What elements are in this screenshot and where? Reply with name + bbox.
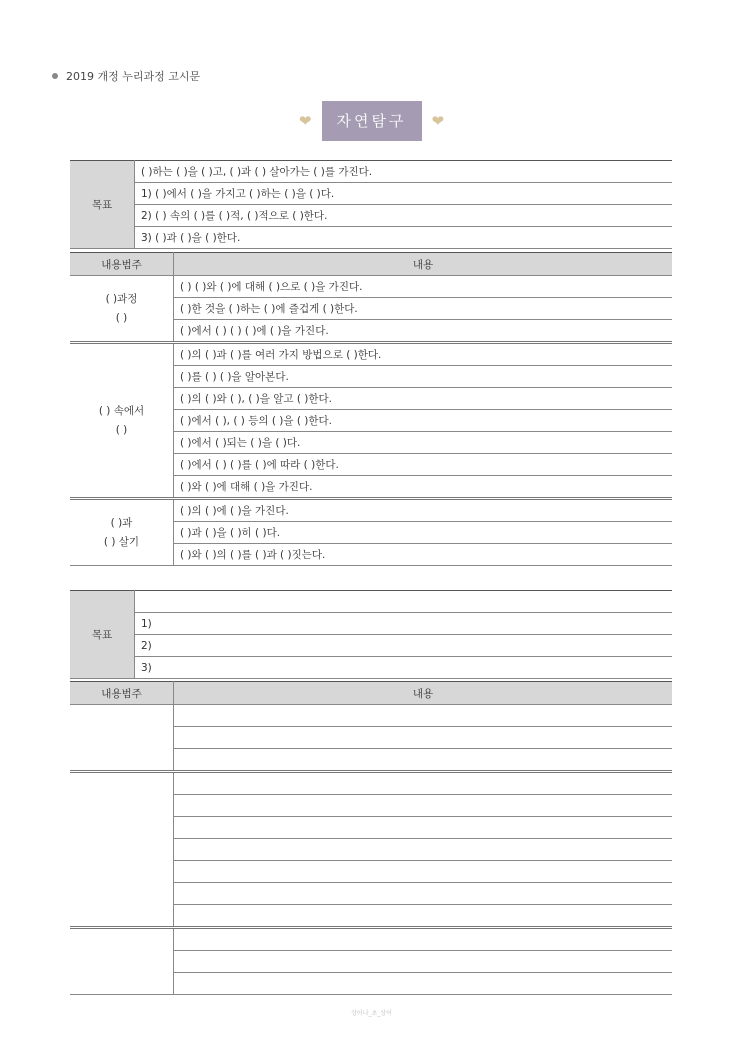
content-row — [174, 727, 673, 749]
col-header-category: 내용범주 — [70, 253, 174, 276]
content-row: ( )를 ( ) ( )을 알아본다. — [174, 366, 673, 388]
category-line: ( ) — [115, 423, 128, 436]
content-row — [174, 973, 673, 995]
category-cell — [70, 705, 174, 772]
content-row — [174, 951, 673, 973]
content-row — [174, 749, 673, 772]
goal-label: 목표 — [70, 161, 135, 249]
goal-row: 3) — [135, 657, 673, 679]
content-row — [174, 861, 673, 883]
goal-row: 1) ( )에서 ( )을 가지고 ( )하는 ( )을 ( )다. — [135, 183, 673, 205]
content-row — [174, 817, 673, 839]
content-row: ( )에서 ( ) ( ) ( )에 ( )을 가진다. — [174, 320, 673, 343]
content-row: ( )에서 ( ), ( ) 등의 ( )을 ( )한다. — [174, 410, 673, 432]
category-line: ( )과 — [110, 516, 133, 529]
content-row — [174, 883, 673, 905]
bullet-icon — [52, 73, 58, 79]
goal-row — [135, 591, 673, 613]
category-line: ( ) 속에서 — [98, 404, 145, 417]
category-cell — [70, 499, 174, 566]
content-row — [174, 905, 673, 928]
content-row: ( )과 ( )을 ( )히 ( )다. — [174, 522, 673, 544]
col-header-category: 내용범주 — [70, 682, 174, 705]
content-row: ( ) ( )와 ( )에 대해 ( )으로 ( )을 가진다. — [174, 276, 673, 298]
content-row — [174, 795, 673, 817]
content-row: ( )의 ( )와 ( ), ( )을 알고 ( )한다. — [174, 388, 673, 410]
content-row — [174, 839, 673, 861]
document-header — [52, 68, 200, 84]
col-header-content: 내용 — [174, 682, 673, 705]
category-cell — [70, 772, 174, 928]
goal-label: 목표 — [70, 591, 135, 679]
category-cell — [70, 928, 174, 995]
title-banner — [0, 100, 743, 142]
goal-row: 2) ( ) 속의 ( )를 ( )적, ( )적으로 ( )한다. — [135, 205, 673, 227]
content-row: ( )에서 ( ) ( )를 ( )에 따라 ( )한다. — [174, 454, 673, 476]
content-row: ( )와 ( )의 ( )를 ( )과 ( )짓는다. — [174, 544, 673, 566]
category-line: ( )과정 — [105, 292, 138, 305]
content-row: ( )한 것을 ( )하는 ( )에 즐겁게 ( )한다. — [174, 298, 673, 320]
heart-icon: ❤ — [431, 112, 445, 130]
goal-table-blank — [70, 590, 672, 679]
content-row: ( )에서 ( )되는 ( )을 ( )다. — [174, 432, 673, 454]
content-table-filled — [70, 252, 672, 566]
heart-icon: ❤ — [298, 112, 312, 130]
content-row: ( )의 ( )과 ( )를 여러 가지 방법으로 ( )한다. — [174, 343, 673, 366]
category-line: ( ) — [115, 311, 128, 324]
goal-row: 3) ( )과 ( )을 ( )한다. — [135, 227, 673, 249]
goal-row: 2) — [135, 635, 673, 657]
content-row — [174, 772, 673, 795]
content-row: ( )의 ( )에 ( )을 가진다. — [174, 499, 673, 522]
content-row: ( )와 ( )에 대해 ( )을 가진다. — [174, 476, 673, 499]
header-text: 2019 개정 누리과정 고시문 — [66, 70, 201, 83]
content-row — [174, 928, 673, 951]
goal-table-filled — [70, 160, 672, 249]
content-table-blank — [70, 681, 672, 995]
goal-row: 1) — [135, 613, 673, 635]
category-cell — [70, 276, 174, 343]
category-cell — [70, 343, 174, 499]
col-header-content: 내용 — [174, 253, 673, 276]
page-title: 자연탐구 — [322, 101, 422, 141]
category-line: ( ) 살기 — [103, 535, 140, 548]
content-row — [174, 705, 673, 727]
footer-watermark: 상어나_초_상어 — [351, 1010, 392, 1017]
goal-row: ( )하는 ( )을 ( )고, ( )과 ( ) 살아가는 ( )를 가진다. — [135, 161, 673, 183]
